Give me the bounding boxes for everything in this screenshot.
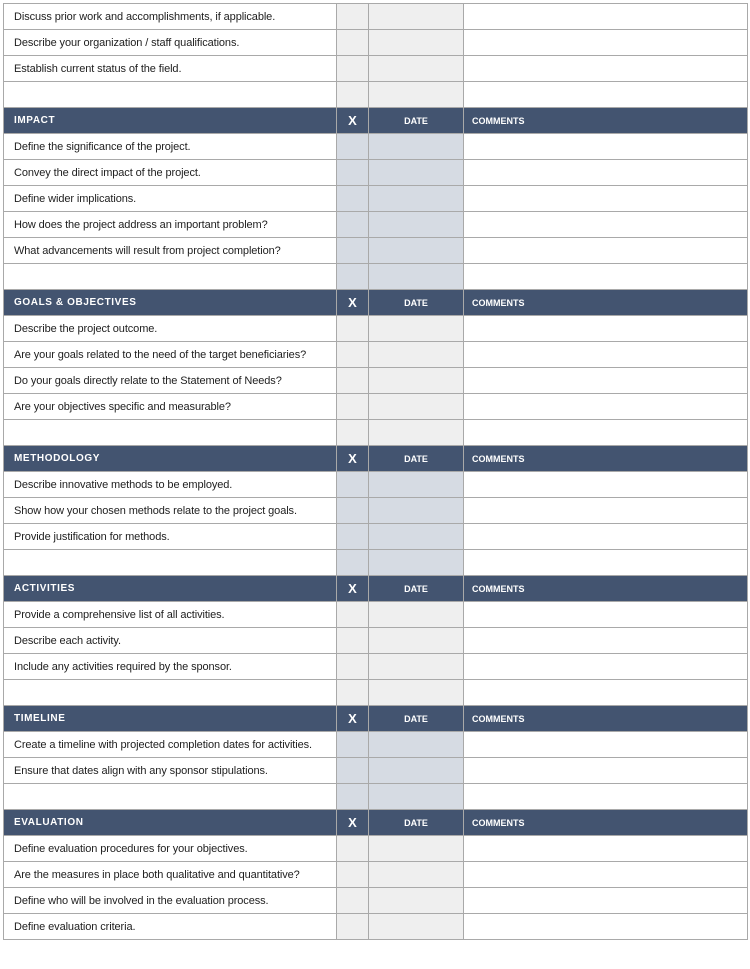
section-header-evaluation — [4, 810, 748, 836]
date-cell[interactable] — [369, 160, 464, 185]
check-column-header: X — [337, 290, 369, 315]
check-cell[interactable] — [337, 394, 369, 419]
comments-cell[interactable] — [464, 342, 748, 367]
checklist-row — [4, 160, 748, 186]
section-title: IMPACT — [4, 108, 337, 133]
comments-cell[interactable] — [464, 238, 748, 263]
blank-row — [4, 420, 748, 446]
item-text: Define evaluation procedures for your objectives. — [4, 836, 337, 861]
check-column-header: X — [337, 810, 369, 835]
check-cell[interactable] — [337, 186, 369, 211]
check-cell[interactable] — [337, 784, 369, 809]
proposal-checklist-table — [3, 3, 748, 940]
comments-cell[interactable] — [464, 732, 748, 757]
date-cell[interactable] — [369, 394, 464, 419]
item-text[interactable] — [4, 784, 337, 809]
date-cell[interactable] — [369, 758, 464, 783]
check-cell[interactable] — [337, 602, 369, 627]
comments-cell[interactable] — [464, 368, 748, 393]
date-cell[interactable] — [369, 4, 464, 29]
date-column-header: DATE — [369, 576, 464, 601]
item-text: Define wider implications. — [4, 186, 337, 211]
date-cell[interactable] — [369, 238, 464, 263]
date-cell[interactable] — [369, 550, 464, 575]
checklist-row — [4, 498, 748, 524]
comments-cell[interactable] — [464, 628, 748, 653]
item-text: Discuss prior work and accomplishments, if applicable. — [4, 4, 337, 29]
comments-cell[interactable] — [464, 498, 748, 523]
checklist-row — [4, 30, 748, 56]
date-cell[interactable] — [369, 134, 464, 159]
date-cell[interactable] — [369, 264, 464, 289]
check-cell[interactable] — [337, 472, 369, 497]
check-cell[interactable] — [337, 160, 369, 185]
section-title: METHODOLOGY — [4, 446, 337, 471]
date-column-header: DATE — [369, 290, 464, 315]
date-cell[interactable] — [369, 56, 464, 81]
checklist-row — [4, 862, 748, 888]
check-column-header: X — [337, 446, 369, 471]
date-cell[interactable] — [369, 784, 464, 809]
check-cell[interactable] — [337, 628, 369, 653]
check-cell[interactable] — [337, 342, 369, 367]
date-cell[interactable] — [369, 368, 464, 393]
comments-cell[interactable] — [464, 316, 748, 341]
check-cell[interactable] — [337, 30, 369, 55]
item-text: Describe your organization / staff qualifications. — [4, 30, 337, 55]
blank-row — [4, 264, 748, 290]
comments-cell[interactable] — [464, 134, 748, 159]
date-cell[interactable] — [369, 186, 464, 211]
check-cell[interactable] — [337, 680, 369, 705]
date-cell[interactable] — [369, 654, 464, 679]
check-cell[interactable] — [337, 134, 369, 159]
date-cell[interactable] — [369, 472, 464, 497]
date-cell[interactable] — [369, 888, 464, 913]
check-column-header: X — [337, 706, 369, 731]
section-header-goals-objectives — [4, 290, 748, 316]
check-cell[interactable] — [337, 862, 369, 887]
checklist-row — [4, 368, 748, 394]
item-text: Establish current status of the field. — [4, 56, 337, 81]
comments-column-header: COMMENTS — [464, 810, 748, 835]
section-header-impact — [4, 108, 748, 134]
comments-cell[interactable] — [464, 550, 748, 575]
check-cell[interactable] — [337, 4, 369, 29]
check-cell[interactable] — [337, 264, 369, 289]
check-cell[interactable] — [337, 758, 369, 783]
checklist-row — [4, 888, 748, 914]
check-cell[interactable] — [337, 550, 369, 575]
comments-cell[interactable] — [464, 524, 748, 549]
checklist-row — [4, 342, 748, 368]
date-column-header: DATE — [369, 810, 464, 835]
item-text: Ensure that dates align with any sponsor stipulations. — [4, 758, 337, 783]
item-text: Define the significance of the project. — [4, 134, 337, 159]
checklist-row — [4, 628, 748, 654]
checklist-row — [4, 472, 748, 498]
item-text: Convey the direct impact of the project. — [4, 160, 337, 185]
item-text: Describe innovative methods to be employed. — [4, 472, 337, 497]
comments-cell[interactable] — [464, 30, 748, 55]
item-text: Define evaluation criteria. — [4, 914, 337, 939]
section-header-timeline — [4, 706, 748, 732]
blank-row — [4, 784, 748, 810]
comments-cell[interactable] — [464, 602, 748, 627]
section-header-activities — [4, 576, 748, 602]
comments-cell[interactable] — [464, 4, 748, 29]
comments-column-header: COMMENTS — [464, 108, 748, 133]
date-cell[interactable] — [369, 316, 464, 341]
checklist-row — [4, 758, 748, 784]
checklist-row — [4, 4, 748, 30]
comments-column-header: COMMENTS — [464, 446, 748, 471]
check-cell[interactable] — [337, 238, 369, 263]
date-cell[interactable] — [369, 602, 464, 627]
checklist-row — [4, 654, 748, 680]
section-title: EVALUATION — [4, 810, 337, 835]
comments-cell[interactable] — [464, 212, 748, 237]
date-column-header: DATE — [369, 108, 464, 133]
comments-cell[interactable] — [464, 264, 748, 289]
item-text: Create a timeline with projected completion dates for activities. — [4, 732, 337, 757]
check-cell[interactable] — [337, 654, 369, 679]
section-title: GOALS & OBJECTIVES — [4, 290, 337, 315]
date-column-header: DATE — [369, 706, 464, 731]
date-cell[interactable] — [369, 30, 464, 55]
date-cell[interactable] — [369, 628, 464, 653]
comments-cell[interactable] — [464, 758, 748, 783]
check-cell[interactable] — [337, 732, 369, 757]
check-cell[interactable] — [337, 836, 369, 861]
date-cell[interactable] — [369, 680, 464, 705]
checklist-row — [4, 186, 748, 212]
item-text: Are the measures in place both qualitative and quantitative? — [4, 862, 337, 887]
comments-cell[interactable] — [464, 888, 748, 913]
checklist-row — [4, 134, 748, 160]
check-cell[interactable] — [337, 888, 369, 913]
comments-cell[interactable] — [464, 914, 748, 939]
check-column-header: X — [337, 108, 369, 133]
blank-row — [4, 550, 748, 576]
check-cell[interactable] — [337, 420, 369, 445]
item-text: Provide a comprehensive list of all activities. — [4, 602, 337, 627]
item-text: How does the project address an important problem? — [4, 212, 337, 237]
comments-cell[interactable] — [464, 160, 748, 185]
date-cell[interactable] — [369, 836, 464, 861]
item-text: Define who will be involved in the evaluation process. — [4, 888, 337, 913]
comments-cell[interactable] — [464, 784, 748, 809]
check-cell[interactable] — [337, 498, 369, 523]
item-text[interactable] — [4, 264, 337, 289]
item-text: Do your goals directly relate to the Statement of Needs? — [4, 368, 337, 393]
item-text[interactable] — [4, 82, 337, 107]
date-cell[interactable] — [369, 498, 464, 523]
checklist-row — [4, 394, 748, 420]
comments-column-header: COMMENTS — [464, 576, 748, 601]
date-cell[interactable] — [369, 914, 464, 939]
item-text[interactable] — [4, 420, 337, 445]
comments-cell[interactable] — [464, 186, 748, 211]
date-cell[interactable] — [369, 862, 464, 887]
checklist-row — [4, 238, 748, 264]
comments-column-header: COMMENTS — [464, 706, 748, 731]
item-text[interactable] — [4, 550, 337, 575]
checklist-row — [4, 602, 748, 628]
comments-cell[interactable] — [464, 394, 748, 419]
checklist-row — [4, 56, 748, 82]
comments-cell[interactable] — [464, 56, 748, 81]
item-text[interactable] — [4, 680, 337, 705]
comments-cell[interactable] — [464, 420, 748, 445]
item-text: Are your objectives specific and measurable? — [4, 394, 337, 419]
check-cell[interactable] — [337, 316, 369, 341]
item-text: Are your goals related to the need of the target beneficiaries? — [4, 342, 337, 367]
item-text: Show how your chosen methods relate to the project goals. — [4, 498, 337, 523]
date-column-header: DATE — [369, 446, 464, 471]
date-cell[interactable] — [369, 342, 464, 367]
section-title: TIMELINE — [4, 706, 337, 731]
checklist-row — [4, 524, 748, 550]
checklist-row — [4, 212, 748, 238]
checklist-row — [4, 914, 748, 940]
comments-cell[interactable] — [464, 472, 748, 497]
comments-cell[interactable] — [464, 654, 748, 679]
check-cell[interactable] — [337, 524, 369, 549]
blank-row — [4, 680, 748, 706]
date-cell[interactable] — [369, 732, 464, 757]
check-cell[interactable] — [337, 368, 369, 393]
blank-row — [4, 82, 748, 108]
comments-cell[interactable] — [464, 680, 748, 705]
check-cell[interactable] — [337, 82, 369, 107]
check-cell[interactable] — [337, 56, 369, 81]
date-cell[interactable] — [369, 420, 464, 445]
comments-cell[interactable] — [464, 862, 748, 887]
date-cell[interactable] — [369, 82, 464, 107]
comments-column-header: COMMENTS — [464, 290, 748, 315]
checklist-row — [4, 836, 748, 862]
section-title: ACTIVITIES — [4, 576, 337, 601]
item-text: Describe each activity. — [4, 628, 337, 653]
check-cell[interactable] — [337, 914, 369, 939]
section-header-methodology — [4, 446, 748, 472]
item-text: Provide justification for methods. — [4, 524, 337, 549]
date-cell[interactable] — [369, 524, 464, 549]
check-cell[interactable] — [337, 212, 369, 237]
item-text: What advancements will result from project completion? — [4, 238, 337, 263]
checklist-row — [4, 316, 748, 342]
item-text: Describe the project outcome. — [4, 316, 337, 341]
check-column-header: X — [337, 576, 369, 601]
checklist-row — [4, 732, 748, 758]
comments-cell[interactable] — [464, 836, 748, 861]
item-text: Include any activities required by the sponsor. — [4, 654, 337, 679]
comments-cell[interactable] — [464, 82, 748, 107]
date-cell[interactable] — [369, 212, 464, 237]
